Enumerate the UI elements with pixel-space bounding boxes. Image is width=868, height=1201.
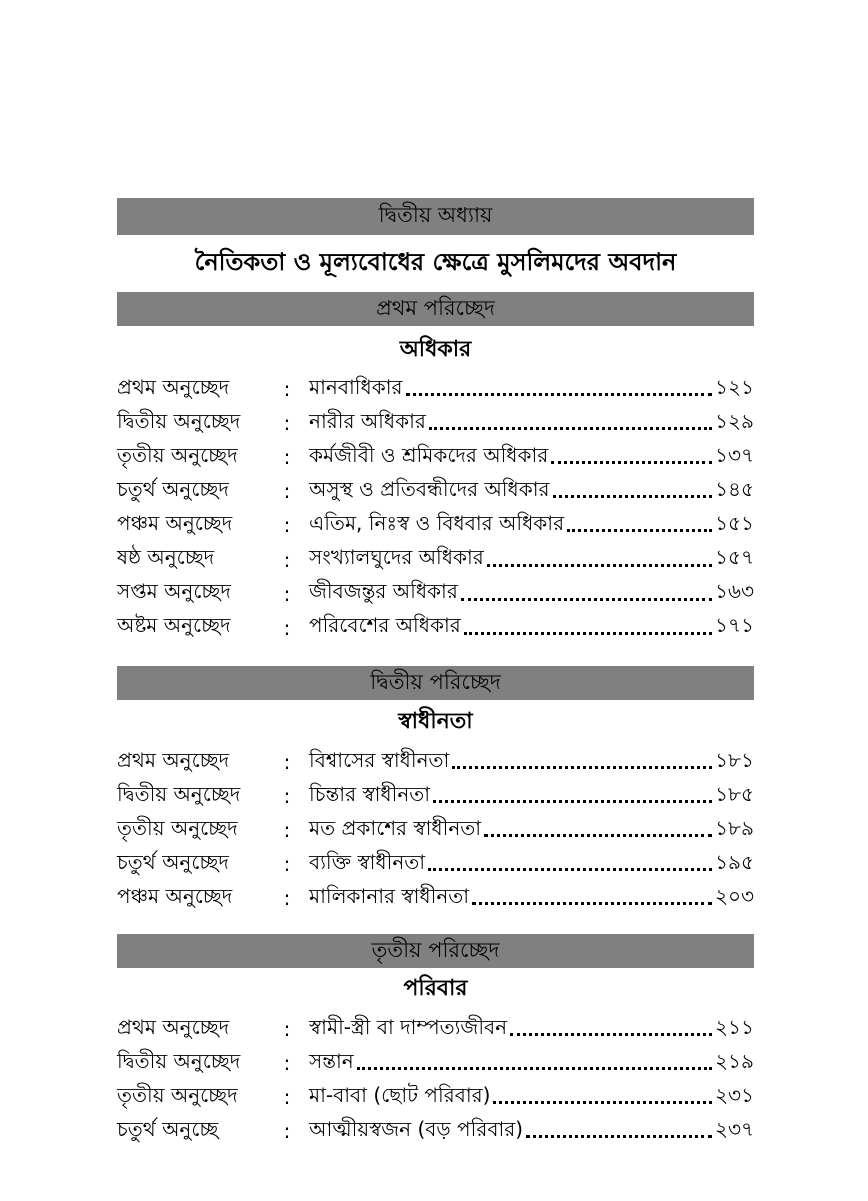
toc-entry-title: আত্মীয়স্বজন (বড় পরিবার): [309, 1116, 524, 1141]
toc-entry-title: চিন্তার স্বাধীনতা: [309, 781, 431, 806]
toc-entry-title: অসুস্থ ও প্রতিবন্ধীদের অধিকার: [309, 476, 550, 501]
toc-entry-number: পঞ্চম অনুচ্ছেদ: [117, 883, 233, 908]
toc-entry-title: মা-বাবা (ছোট পরিবার): [309, 1082, 491, 1107]
toc-entry-number: দ্বিতীয় অনুচ্ছেদ: [117, 1048, 241, 1073]
toc-entry[interactable]: [117, 881, 754, 915]
section-heading: স্বাধীনতা: [398, 709, 473, 734]
toc-entry-title: নারীর অধিকার: [309, 408, 426, 433]
toc-entry-title: কর্মজীবী ও শ্রমিকদের অধিকার: [309, 442, 549, 467]
chapter-label-band: [117, 198, 754, 235]
toc-entry-number: তৃতীয় অনুচ্ছেদ: [117, 442, 238, 467]
toc-entry-title: মালিকানার স্বাধীনতা: [309, 883, 470, 908]
toc-dot-leader: [526, 1135, 712, 1138]
toc-entry-number: তৃতীয় অনুচ্ছেদ: [117, 1082, 238, 1107]
toc-entry-number: পঞ্চম অনুচ্ছেদ: [117, 510, 233, 535]
toc-dot-leader: [487, 564, 712, 567]
chapter-title: নৈতিকতা ও মূল্যবোধের ক্ষেত্রে মুসলিমদের অবদান: [194, 248, 677, 276]
toc-entry-number: তৃতীয় অনুচ্ছেদ: [117, 815, 238, 840]
toc-entry-page: ১৩৭: [715, 442, 754, 467]
toc-dot-leader: [464, 632, 712, 635]
toc-entry-separator: :: [283, 1085, 291, 1110]
section-heading: অধিকার: [399, 337, 472, 362]
section-label: তৃতীয় পরিচ্ছেদ: [371, 937, 500, 962]
toc-entry[interactable]: [117, 508, 754, 542]
toc-entry-page: ২১৯: [715, 1048, 754, 1073]
toc-entry[interactable]: [117, 1012, 754, 1046]
toc-entry-page: ২৩১: [715, 1082, 754, 1107]
toc-entry-separator: :: [283, 818, 291, 843]
toc-dot-leader: [567, 529, 712, 532]
toc-dot-leader: [551, 461, 712, 464]
toc-entry-title: সংখ্যালঘুদের অধিকার: [309, 545, 484, 569]
toc-entry-title: সন্তান: [309, 1048, 354, 1073]
toc-dot-leader: [553, 495, 713, 498]
toc-entry-page: ১২৯: [715, 408, 754, 433]
toc-entry-title: মানবাধিকার: [309, 374, 403, 399]
toc-entry-number: প্রথম অনুচ্ছেদ: [117, 374, 230, 399]
toc-entry-separator: :: [283, 445, 291, 470]
toc-entry[interactable]: [117, 577, 754, 611]
section-label: দ্বিতীয় পরিচ্ছেদ: [370, 669, 501, 694]
toc-entry-title: এতিম, নিঃস্ব ও বিধবার অধিকার: [309, 510, 565, 535]
toc-entry-number: প্রথম অনুচ্ছেদ: [117, 1014, 230, 1039]
toc-entry[interactable]: [117, 440, 754, 474]
toc-entry-number: ষষ্ঠ অনুচ্ছেদ: [117, 545, 215, 569]
toc-entry-page: ২০৩: [714, 883, 754, 908]
toc-entry-page: ১৬৩: [715, 579, 754, 604]
toc-entry-title: জীবজন্তুর অধিকার: [309, 579, 458, 604]
toc-entry-separator: :: [283, 886, 291, 911]
toc-entry[interactable]: [117, 611, 754, 645]
toc-entry-page: ২১১: [715, 1014, 754, 1039]
toc-dot-leader: [406, 393, 713, 396]
toc-entry-number: চতুর্থ অনুচ্ছে: [117, 1116, 219, 1141]
toc-entry-separator: :: [283, 750, 291, 774]
toc-entry[interactable]: [117, 372, 754, 406]
toc-entry[interactable]: [117, 1114, 754, 1148]
toc-entry-page: ১৭১: [715, 613, 754, 638]
toc-entry-separator: :: [283, 852, 291, 877]
section-heading: পরিবার: [403, 976, 468, 1001]
toc-entry-number: দ্বিতীয় অনুচ্ছেদ: [117, 408, 241, 433]
toc-entry-page: ১৮৫: [715, 781, 754, 806]
toc-dot-leader: [493, 1101, 712, 1104]
toc-dot-leader: [357, 1067, 712, 1070]
toc-entry-page: ২৩৭: [714, 1116, 754, 1141]
toc-entry-page: ১৮৯: [715, 815, 754, 840]
toc-dot-leader: [433, 800, 712, 803]
toc-entry-number: প্রথম অনুচ্ছেদ: [117, 747, 230, 772]
toc-entry-separator: :: [283, 615, 291, 640]
toc-entry[interactable]: [117, 779, 754, 813]
toc-entry-title: স্বামী-স্ত্রী বা দাম্পত্যজীবন: [309, 1014, 508, 1039]
toc-entry-separator: :: [283, 581, 291, 606]
toc-entry[interactable]: [117, 474, 754, 508]
toc-dot-leader: [472, 902, 712, 905]
section-label-band: [117, 666, 754, 700]
toc-entry-separator: :: [283, 784, 291, 809]
toc-dot-leader: [461, 598, 712, 601]
toc-entry[interactable]: [117, 406, 754, 440]
toc-entry-number: চতুর্থ অনুচ্ছেদ: [117, 476, 229, 501]
toc-entry-number: অষ্টম অনুচ্ছেদ: [117, 613, 231, 638]
toc-dot-leader: [484, 834, 712, 837]
toc-entry-separator: :: [283, 479, 291, 504]
toc-entry-separator: :: [283, 1119, 291, 1144]
toc-entry-number: সপ্তম অনুচ্ছেদ: [117, 579, 231, 604]
toc-dot-leader: [452, 766, 712, 769]
toc-entry-page: ১৯৫: [715, 849, 754, 874]
section-label-band: [117, 934, 754, 968]
toc-dot-leader: [428, 868, 712, 871]
toc-entry-separator: :: [283, 1017, 291, 1041]
toc-entry-number: দ্বিতীয় অনুচ্ছেদ: [117, 781, 241, 806]
toc-entry-title: বিশ্বাসের স্বাধীনতা: [309, 747, 450, 772]
toc-entry-title: ব্যক্তি স্বাধীনতা: [309, 849, 426, 874]
toc-entry-separator: :: [283, 513, 291, 538]
toc-entry[interactable]: [117, 745, 754, 779]
toc-entry-separator: :: [283, 377, 291, 401]
toc-entry-number: চতুর্থ অনুচ্ছেদ: [117, 849, 229, 874]
toc-dot-leader: [429, 427, 712, 430]
toc-entry[interactable]: [117, 1080, 754, 1114]
toc-entry-separator: :: [283, 1051, 291, 1076]
toc-entry-page: ১২১: [715, 374, 754, 399]
toc-entry-page: ১৪৫: [715, 476, 754, 501]
toc-entry-title: মত প্রকাশের স্বাধীনতা: [309, 815, 482, 840]
toc-entry[interactable]: [117, 1046, 754, 1080]
toc-entry[interactable]: [117, 543, 754, 577]
toc-entry-page: ১৫১: [715, 510, 754, 535]
section-label: প্রথম পরিচ্ছেদ: [376, 295, 495, 320]
toc-entry-separator: :: [283, 547, 291, 572]
toc-entry-page: ১৫৭: [715, 545, 754, 569]
toc-dot-leader: [510, 1033, 712, 1036]
toc-entry-title: পরিবেশের অধিকার: [309, 613, 461, 638]
toc-entry-page: ১৮১: [715, 747, 754, 772]
toc-entry[interactable]: [117, 813, 754, 847]
toc-entry[interactable]: [117, 847, 754, 881]
section-label-band: [117, 292, 754, 326]
toc-entry-separator: :: [283, 411, 291, 436]
chapter-label: দ্বিতীয় অধ্যায়: [378, 203, 493, 227]
